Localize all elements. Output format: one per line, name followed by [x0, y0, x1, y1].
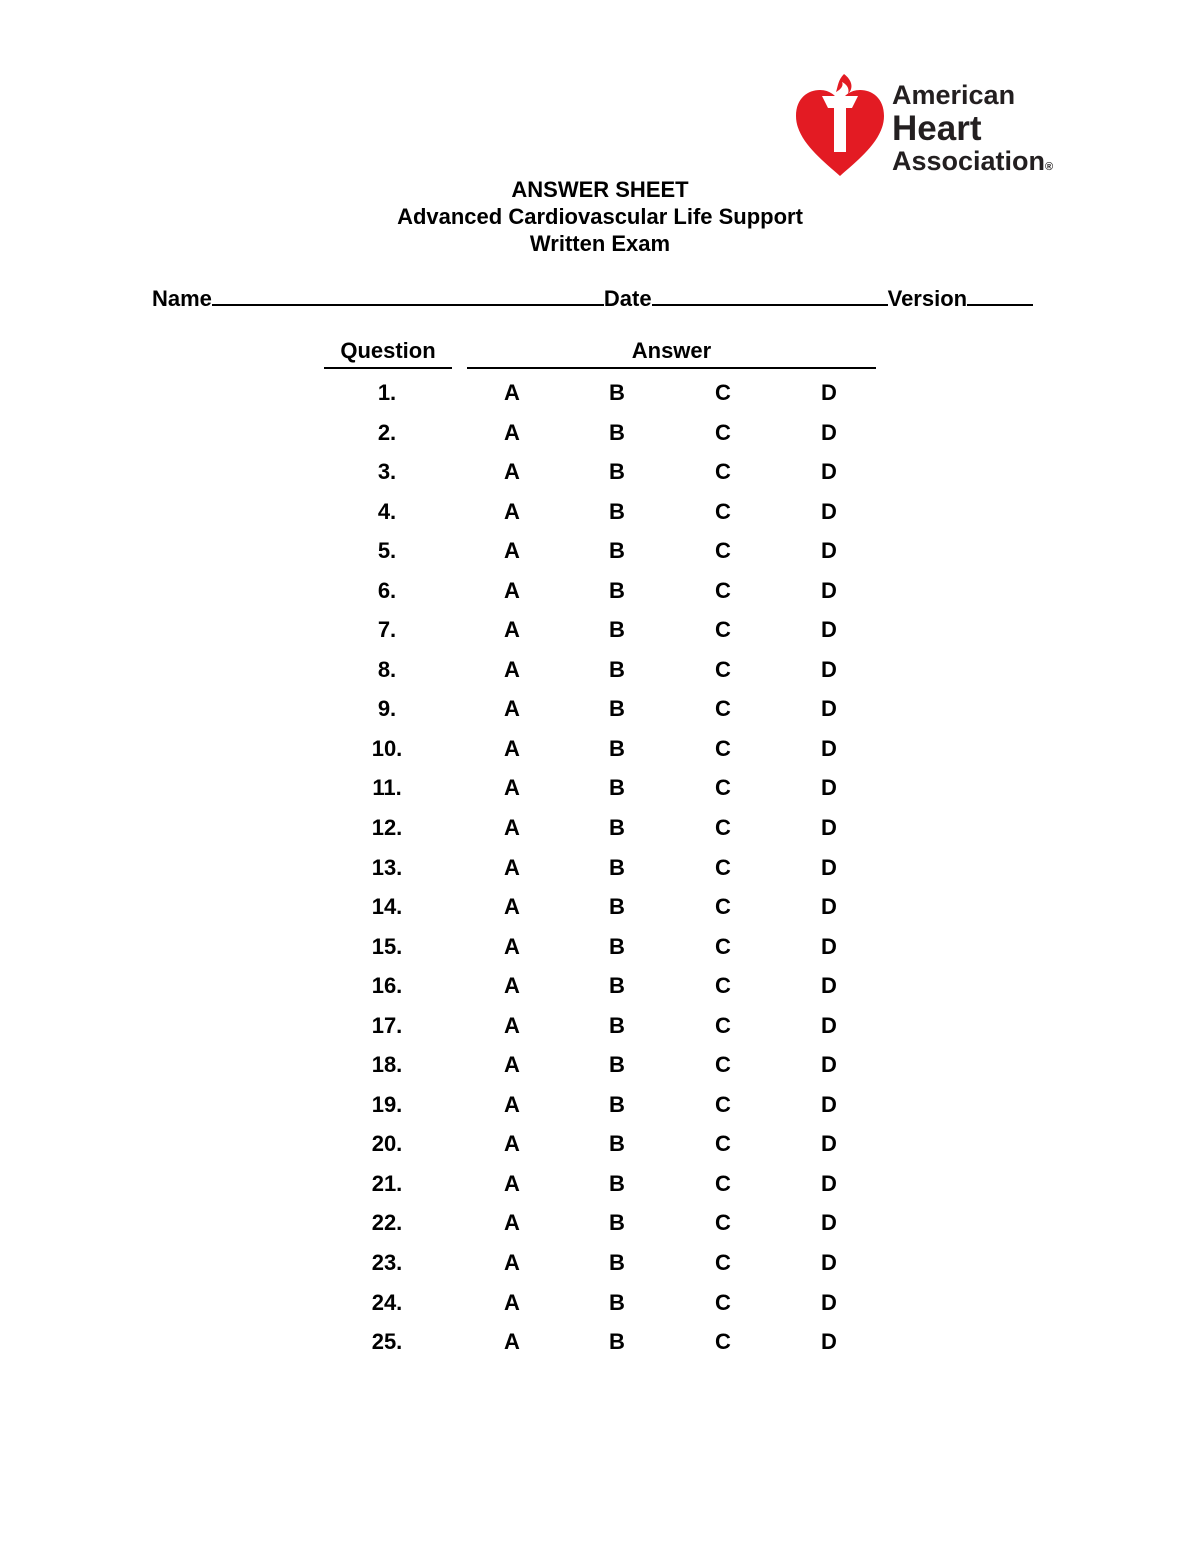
table-row: [0, 378, 1200, 418]
answer-option-b[interactable]: B: [609, 1289, 625, 1315]
answer-option-d[interactable]: D: [821, 696, 837, 722]
answer-option-c[interactable]: C: [715, 973, 731, 999]
answer-option-c[interactable]: C: [715, 1250, 731, 1276]
answer-option-a[interactable]: A: [504, 1052, 520, 1078]
answer-option-c[interactable]: C: [715, 1210, 731, 1236]
answer-option-d[interactable]: D: [821, 1091, 837, 1117]
logo-wordmark: [892, 82, 1053, 175]
answer-option-d[interactable]: D: [821, 1210, 837, 1236]
table-row: [0, 497, 1200, 537]
question-number: 8.: [377, 656, 397, 682]
table-row: [0, 892, 1200, 932]
answer-option-d[interactable]: D: [821, 1289, 837, 1315]
answer-option-a[interactable]: A: [504, 775, 520, 801]
date-field[interactable]: [652, 282, 888, 306]
answer-option-b[interactable]: B: [609, 577, 625, 603]
answer-option-a[interactable]: A: [504, 419, 520, 445]
question-number: 6.: [377, 577, 397, 603]
answer-header: Answer: [467, 338, 876, 369]
answer-option-a[interactable]: A: [504, 459, 520, 485]
heart-torch-icon: [792, 68, 888, 180]
answer-option-b[interactable]: B: [609, 973, 625, 999]
exam-fields: [152, 282, 1033, 312]
answer-option-d[interactable]: D: [821, 973, 837, 999]
answer-option-b[interactable]: B: [609, 775, 625, 801]
answer-option-c[interactable]: C: [715, 1131, 731, 1157]
answer-option-a[interactable]: A: [504, 815, 520, 841]
table-row: [0, 734, 1200, 774]
answer-option-c[interactable]: C: [715, 1289, 731, 1315]
answer-option-a[interactable]: A: [504, 1329, 520, 1355]
answer-option-d[interactable]: D: [821, 380, 837, 405]
answer-option-c[interactable]: C: [715, 815, 731, 841]
question-number: 20.: [371, 1131, 403, 1157]
answer-option-d[interactable]: D: [821, 1329, 837, 1355]
table-row: [0, 576, 1200, 616]
answer-option-c[interactable]: C: [715, 894, 731, 920]
logo-line-association: Association®: [892, 146, 1054, 176]
table-row: [0, 655, 1200, 695]
question-number: 15.: [371, 933, 403, 959]
answer-option-b[interactable]: B: [609, 854, 625, 880]
answer-option-a[interactable]: A: [504, 854, 520, 880]
name-field[interactable]: [212, 282, 604, 306]
answer-option-b[interactable]: B: [609, 735, 625, 761]
question-number: 3.: [377, 459, 397, 485]
answer-option-b[interactable]: B: [609, 1091, 625, 1117]
table-row: [0, 1090, 1200, 1130]
answer-option-b[interactable]: B: [609, 1210, 625, 1236]
answer-option-a[interactable]: A: [504, 1012, 520, 1038]
answer-option-a[interactable]: A: [504, 1210, 520, 1236]
answer-option-b[interactable]: B: [609, 1012, 625, 1038]
answer-option-a[interactable]: A: [504, 1289, 520, 1315]
name-label: Name: [152, 286, 212, 311]
question-number: 10.: [371, 735, 403, 761]
question-number: 4.: [377, 498, 397, 524]
answer-option-d[interactable]: D: [821, 498, 837, 524]
answer-option-d[interactable]: D: [821, 538, 837, 564]
answer-option-c[interactable]: C: [715, 419, 731, 445]
logo-line-heart: Heart: [892, 109, 982, 148]
answer-option-d[interactable]: D: [821, 815, 837, 841]
answer-option-b[interactable]: B: [609, 380, 625, 405]
question-number: 21.: [371, 1170, 403, 1196]
question-number: 12.: [371, 815, 403, 841]
answer-option-a[interactable]: A: [504, 735, 520, 761]
answer-option-d[interactable]: D: [821, 933, 837, 959]
question-number: 25.: [371, 1329, 403, 1355]
table-row: [0, 1169, 1200, 1209]
answer-option-c[interactable]: C: [715, 498, 731, 524]
title-line-2: Advanced Cardiovascular Life Support: [397, 204, 803, 229]
table-row: [0, 457, 1200, 497]
answer-option-d[interactable]: D: [821, 1250, 837, 1276]
answer-option-b[interactable]: B: [609, 1329, 625, 1355]
answer-option-c[interactable]: C: [715, 1170, 731, 1196]
answer-option-c[interactable]: C: [715, 696, 731, 722]
answer-option-c[interactable]: C: [715, 577, 731, 603]
version-label: Version: [887, 286, 968, 311]
question-number: 17.: [371, 1012, 403, 1038]
answer-option-b[interactable]: B: [609, 933, 625, 959]
answer-option-a[interactable]: A: [504, 617, 520, 643]
answer-option-a[interactable]: A: [504, 1131, 520, 1157]
table-row: [0, 1248, 1200, 1288]
table-row: [0, 1288, 1200, 1328]
answer-option-b[interactable]: B: [609, 498, 625, 524]
answer-option-a[interactable]: A: [504, 696, 520, 722]
answer-option-a[interactable]: A: [504, 538, 520, 564]
answer-option-b[interactable]: B: [609, 1052, 625, 1078]
table-row: [0, 694, 1200, 734]
title-line-3: Written Exam: [529, 231, 671, 256]
logo-line-american: American: [892, 80, 1016, 110]
answer-option-b[interactable]: B: [609, 1250, 625, 1276]
question-number: 22.: [371, 1210, 403, 1236]
answer-option-b[interactable]: B: [609, 815, 625, 841]
answer-option-d[interactable]: D: [821, 1131, 837, 1157]
answer-option-d[interactable]: D: [821, 459, 837, 485]
answer-option-c[interactable]: C: [715, 617, 731, 643]
answer-rows: [0, 378, 1200, 1367]
question-number: 2.: [377, 419, 397, 445]
question-number: 9.: [377, 696, 397, 722]
question-header: Question: [324, 338, 452, 369]
table-row: [0, 1011, 1200, 1051]
answer-option-c[interactable]: C: [715, 380, 731, 405]
answer-option-d[interactable]: D: [821, 854, 837, 880]
answer-option-a[interactable]: A: [504, 1170, 520, 1196]
date-label: Date: [603, 286, 652, 311]
question-number: 7.: [377, 617, 397, 643]
question-number: 16.: [371, 973, 403, 999]
answer-option-d[interactable]: D: [821, 1052, 837, 1078]
question-number: 18.: [371, 1052, 403, 1078]
answer-option-a[interactable]: A: [504, 1250, 520, 1276]
table-row: [0, 1129, 1200, 1169]
aha-logo: [792, 68, 1062, 180]
answer-option-c[interactable]: C: [715, 656, 731, 682]
answer-option-c[interactable]: C: [715, 933, 731, 959]
table-row: [0, 773, 1200, 813]
answer-option-c[interactable]: C: [715, 1091, 731, 1117]
answer-option-c[interactable]: C: [715, 538, 731, 564]
answer-option-b[interactable]: B: [609, 696, 625, 722]
answer-option-a[interactable]: A: [504, 380, 520, 405]
answer-option-a[interactable]: A: [504, 933, 520, 959]
answer-option-d[interactable]: D: [821, 775, 837, 801]
answer-option-c[interactable]: C: [715, 459, 731, 485]
table-row: [0, 418, 1200, 458]
answer-option-b[interactable]: B: [609, 1170, 625, 1196]
answer-option-c[interactable]: C: [715, 775, 731, 801]
answer-option-a[interactable]: A: [504, 973, 520, 999]
title-line-1: ANSWER SHEET: [511, 177, 689, 202]
sheet-title: [0, 176, 1200, 257]
answer-option-a[interactable]: A: [504, 894, 520, 920]
table-row: [0, 813, 1200, 853]
question-number: 23.: [371, 1250, 403, 1276]
answer-option-c[interactable]: C: [715, 1329, 731, 1355]
answer-option-b[interactable]: B: [609, 617, 625, 643]
answer-option-b[interactable]: B: [609, 538, 625, 564]
answer-option-c[interactable]: C: [715, 1052, 731, 1078]
question-number: 24.: [371, 1289, 403, 1315]
version-field[interactable]: [967, 282, 1033, 306]
question-number: 19.: [371, 1091, 403, 1117]
answer-option-a[interactable]: A: [504, 577, 520, 603]
answer-option-b[interactable]: B: [609, 459, 625, 485]
table-row: [0, 853, 1200, 893]
answer-option-d[interactable]: D: [821, 1170, 837, 1196]
question-number: 14.: [371, 894, 403, 920]
answer-option-d[interactable]: D: [821, 419, 837, 445]
answer-option-c[interactable]: C: [715, 735, 731, 761]
answer-option-c[interactable]: C: [715, 1012, 731, 1038]
question-number: 5.: [377, 538, 397, 564]
table-row: [0, 536, 1200, 576]
answer-option-d[interactable]: D: [821, 735, 837, 761]
answer-option-d[interactable]: D: [821, 894, 837, 920]
table-row: [0, 1208, 1200, 1248]
question-number: 1.: [377, 380, 397, 405]
answer-option-b[interactable]: B: [609, 656, 625, 682]
table-row: [0, 615, 1200, 655]
answer-option-d[interactable]: D: [821, 577, 837, 603]
answer-option-a[interactable]: A: [504, 1091, 520, 1117]
answer-option-d[interactable]: D: [821, 1012, 837, 1038]
answer-option-b[interactable]: B: [609, 894, 625, 920]
answer-option-a[interactable]: A: [504, 498, 520, 524]
answer-option-b[interactable]: B: [609, 419, 625, 445]
answer-option-c[interactable]: C: [715, 854, 731, 880]
answer-option-d[interactable]: D: [821, 656, 837, 682]
answer-option-d[interactable]: D: [821, 617, 837, 643]
table-row: [0, 1050, 1200, 1090]
table-row: [0, 971, 1200, 1011]
answer-option-b[interactable]: B: [609, 1131, 625, 1157]
table-row: [0, 1327, 1200, 1367]
table-row: [0, 932, 1200, 972]
question-number: 13.: [371, 854, 403, 880]
question-number: 11.: [372, 775, 402, 801]
answer-option-a[interactable]: A: [504, 656, 520, 682]
